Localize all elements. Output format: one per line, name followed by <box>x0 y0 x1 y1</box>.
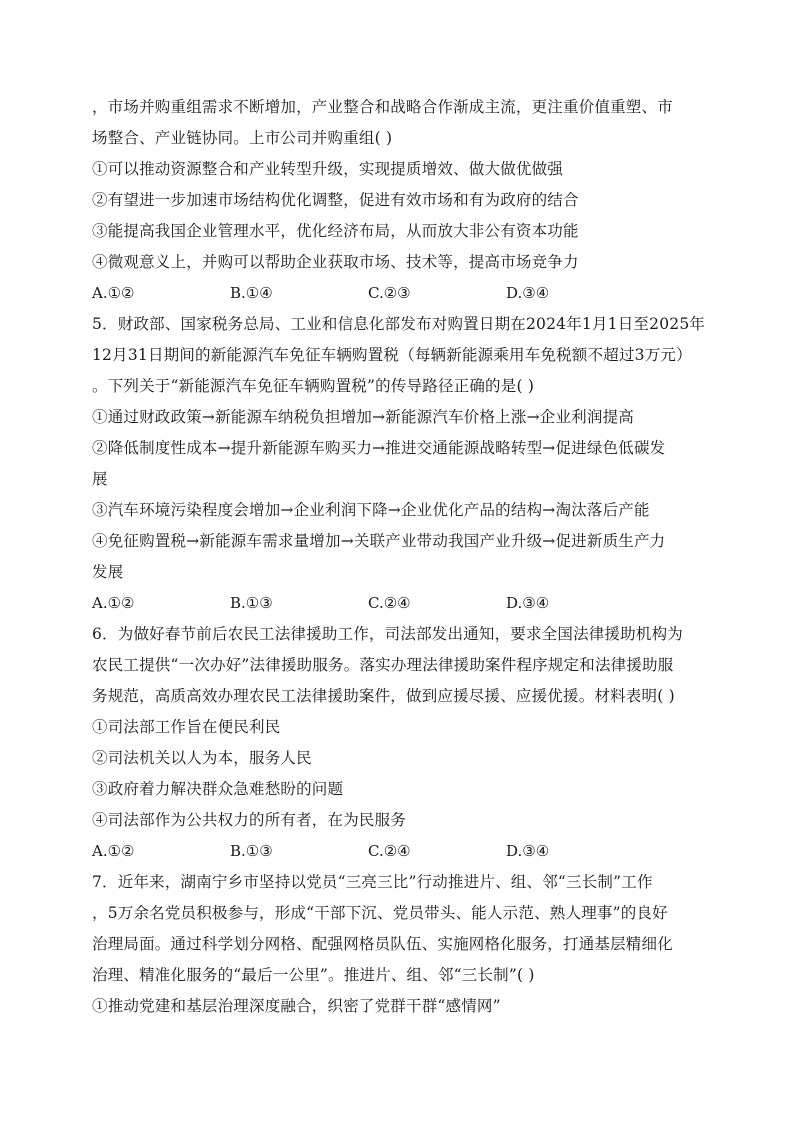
answer-options <box>92 836 707 867</box>
statement-4-cont: 发展 <box>92 563 124 581</box>
question-text-line: 场整合、产业链协同。上市公司并购重组( ) <box>92 129 393 147</box>
option-a: A.①② <box>92 594 135 612</box>
question-text-line: 12月31日期间的新能源汽车免征车辆购置税（每辆新能源乘用车免税额不超过3万元） <box>92 346 692 364</box>
question-text-line: ，5万余名党员积极参与，形成“干部下沉、党员带头、能人示范、熟人理事”的良好 <box>92 904 668 922</box>
statement-2: ②有望进一步加速市场结构优化调整，促进有效市场和有为政府的结合 <box>92 191 579 209</box>
exam-page <box>92 92 707 1022</box>
question-text-line: 治理、精准化服务的“最后一公里”。推进片、组、邻“三长制”( ) <box>92 966 535 984</box>
statement-1: ①可以推动资源整合和产业转型升级，实现提质增效、做大做优做强 <box>92 160 564 178</box>
answer-options <box>92 278 707 309</box>
option-a: A.①② <box>92 842 135 860</box>
statement-4: ④免征购置税→新能源车需求量增加→关联产业带动我国产业升级→促进新质生产力 <box>92 532 666 550</box>
question-text-line: 治理局面。通过科学划分网格、配强网格员队伍、实施网格化服务，打通基层精细化 <box>92 935 673 953</box>
option-c: C.②④ <box>368 594 411 612</box>
question-5 <box>92 309 707 619</box>
statement-2: ②降低制度性成本→提升新能源车购买力→推进交通能源战略转型→促进绿色低碳发 <box>92 439 666 457</box>
option-b: B.①③ <box>230 842 273 860</box>
statement-3: ③政府着力解决群众急难愁盼的问题 <box>92 780 344 798</box>
option-d: D.③④ <box>506 842 550 860</box>
question-text-line: 6．为做好春节前后农民工法律援助工作，司法部发出通知，要求全国法律援助机构为 <box>92 625 683 643</box>
option-a: A.①② <box>92 284 135 302</box>
question-text-line: 。下列关于“新能源汽车免征车辆购置税”的传导路径正确的是( ) <box>92 377 535 395</box>
question-text-line: 农民工提供“一次办好”法律援助服务。落实办理法律援助案件程序规定和法律援助服 <box>92 656 674 674</box>
statement-2: ②司法机关以人为本，服务人民 <box>92 749 312 767</box>
statement-4: ④微观意义上，并购可以帮助企业获取市场、技术等，提高市场竞争力 <box>92 253 579 271</box>
statement-3: ③能提高我国企业管理水平，优化经济布局，从而放大非公有资本功能 <box>92 222 579 240</box>
statement-1: ①司法部工作旨在便民利民 <box>92 718 281 736</box>
statement-1: ①通过财政政策→新能源车纳税负担增加→新能源汽车价格上涨→企业利润提高 <box>92 408 634 426</box>
statement-3: ③汽车环境污染程度会增加→企业利润下降→企业优化产品的结构→淘汰落后产能 <box>92 501 650 519</box>
option-c: C.②③ <box>368 284 411 302</box>
option-d: D.③④ <box>506 594 550 612</box>
option-d: D.③④ <box>506 284 550 302</box>
statement-2-cont: 展 <box>92 470 108 488</box>
option-c: C.②④ <box>368 842 411 860</box>
question-text-line: 7．近年来，湖南宁乡市坚持以党员“三亮三比”行动推进片、组、邻“三长制”工作 <box>92 873 653 891</box>
question-4-continuation <box>92 92 707 309</box>
question-6 <box>92 619 707 867</box>
statement-4: ④司法部作为公共权力的所有者，在为民服务 <box>92 811 407 829</box>
question-7 <box>92 867 707 1022</box>
statement-1: ①推动党建和基层治理深度融合，织密了党群干群“感情网” <box>92 997 501 1015</box>
answer-options <box>92 588 707 619</box>
question-text-line: 务规范，高质高效办理农民工法律援助案件，做到应援尽援、应援优援。材料表明( ) <box>92 687 675 705</box>
option-b: B.①④ <box>230 284 273 302</box>
question-text-line: 5．财政部、国家税务总局、工业和信息化部发布对购置日期在2024年1月1日至2025年 <box>92 315 706 333</box>
question-text-line: ，市场并购重组需求不断增加，产业整合和战略合作渐成主流，更注重价值重塑、市 <box>92 98 673 116</box>
option-b: B.①③ <box>230 594 273 612</box>
